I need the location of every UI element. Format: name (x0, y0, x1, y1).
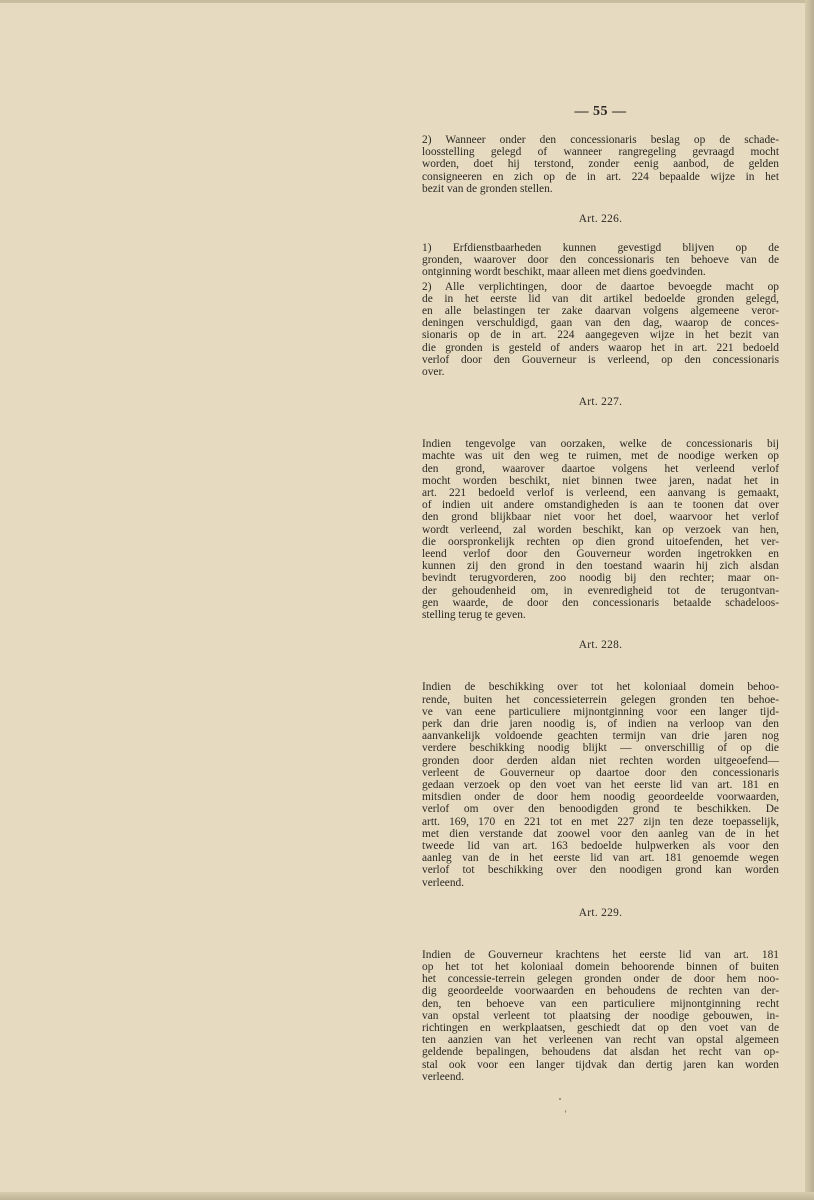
text-line: der gehoudenheid om, in evenredigheid tot de terugontvan- (422, 584, 779, 597)
paragraph (422, 281, 779, 379)
page-number: — 55 — (574, 104, 627, 119)
text-line: Indien tengevolge van oorzaken, welke de concessionaris bij (422, 438, 779, 451)
section-art-226 (422, 213, 779, 378)
text-line: stelling terug te geven. (422, 609, 526, 622)
text-line: bezit van de gronden stellen. (422, 182, 553, 195)
section-art-229 (422, 907, 779, 1083)
text-line: verdere beschikking noodig blijkt — onverschillig of op die (422, 742, 779, 755)
article-heading: Art. 229. (578, 906, 623, 919)
text-line: de in het eerste lid van dit artikel bedoelde gronden gelegd, (422, 292, 779, 305)
section-intro (422, 134, 779, 195)
scan-edge-bottom (0, 1192, 814, 1200)
paper-speck (559, 1098, 561, 1100)
text-line: die oorspronkelijk rechten op dien grond uitoefenden, het ver- (422, 535, 779, 548)
text-line: den grond blijkbaar niet voor het doel, waarvoor het verlof (422, 511, 779, 524)
text-line: of indien uit andere omstandigheden is aan te toonen dat over (422, 499, 779, 512)
text-line: mocht worden beschikt, niet binnen twee jaren, nadat het in (422, 474, 779, 487)
text-line: wordt verleend, zal worden beschikt, kan op verzoek van hen, (422, 523, 779, 536)
scan-edge-top (0, 0, 814, 3)
scan-edge-right (805, 0, 814, 1200)
text-line: geldende bepalingen, behoudens dat alsdan het recht van op- (422, 1046, 779, 1059)
section-art-227 (422, 396, 779, 621)
section-art-228 (422, 639, 779, 888)
text-line: perk dan drie jaren noodig is, of indien na verloop van den (422, 717, 779, 730)
text-line: verleend. (422, 1070, 465, 1083)
text-line: loosstelling gelegd of wanneer rangregeling gevraagd mocht (422, 146, 779, 159)
text-line: stal ook voor een langer tijdvak dan dertig jaren kan worden (422, 1058, 779, 1071)
text-line: verleend. (422, 876, 465, 889)
text-line: verlof om over den benoodigden grond te beschikken. De (422, 803, 779, 816)
text-line: 2) Wanneer onder den concessionaris beslag op de schade- (422, 134, 779, 146)
text-line: die gronden is gesteld of anders waarop het in art. 221 bedoeld (422, 341, 779, 354)
text-line: mitsdien onder de door hem noodig geoordeelde voorwaarden, (422, 791, 779, 804)
text-line: op het tot het koloniaal domein behoorende binnen of buiten (422, 960, 779, 973)
article-heading: Art. 226. (578, 213, 623, 226)
text-line: gronden door derden aldan niet rechten worden uitgeoefend— (422, 754, 779, 767)
page-text-column (422, 104, 779, 1083)
text-line: gedaan verzoek op den voet van het eerste lid van art. 181 en (422, 778, 779, 791)
article-heading: Art. 227. (578, 396, 623, 409)
paragraph (422, 949, 779, 1083)
text-line: kunnen zij den grond in den toestand waarin hij zich alsdan (422, 560, 779, 573)
text-line: Indien de Gouverneur krachtens het eerste lid van art. 181 (422, 948, 779, 961)
text-line: 2) Alle verplichtingen, door de daartoe bevoegde macht op (422, 280, 779, 293)
text-line: sionaris op de in art. 224 aangegeven wijze in het bezit van (422, 329, 779, 342)
text-line: ten aanzien van het verleenen van recht van opstal algemeen (422, 1034, 779, 1047)
text-line: over. (422, 366, 445, 379)
text-line: met dien verstande dat zoowel voor den aanleg van de in het (422, 827, 779, 840)
document-body (422, 134, 779, 1083)
text-line: rende, buiten het concessieterrein gelegen gronden ten behoe- (422, 693, 779, 706)
text-line: deningen verschuldigd, gaan van den dag, waarop de conces- (422, 317, 779, 330)
text-line: gen waarde, de door den concessionaris betaalde schadeloos- (422, 596, 779, 609)
paper-speck (565, 1110, 566, 1113)
paragraph (422, 134, 779, 195)
text-line: consigneeren en zich op de in art. 224 bepaalde wijze in het (422, 170, 779, 183)
paragraph (422, 242, 779, 279)
paragraph (422, 438, 779, 621)
text-line: den grond, waarover daartoe volgens het verleend verlof (422, 462, 779, 475)
paragraph (422, 681, 779, 888)
text-line: artt. 169, 170 en 221 tot en met 227 zijn ten deze toepasselijk, (422, 815, 779, 828)
text-line: tweede lid van art. 163 bedoelde hulpwerken als voor den (422, 839, 779, 852)
text-line: Indien de beschikking over tot het koloniaal domein behoo- (422, 681, 779, 694)
text-line: verlof tot beschikking over den noodigen grond kan worden (422, 864, 779, 877)
text-line: ve van eene particuliere mijnontginning voor een langer tijd- (422, 705, 779, 718)
text-line: gronden, waarover door den concessionaris ten behoeve van de (422, 254, 779, 267)
text-line: ontginning wordt beschikt, maar alleen met diens goedvinden. (422, 266, 706, 279)
text-line: richtingen en werkplaatsen, geschiedt dat op den voet van de (422, 1021, 779, 1034)
article-heading: Art. 228. (578, 639, 623, 652)
text-line: verlof door den Gouverneur is verleend, op den concessionaris (422, 353, 779, 366)
text-line: het concessie-terrein gelegen gronden onder de door hem noo- (422, 973, 779, 986)
text-line: van opstal verleent tot plaatsing der noodige gebouwen, in- (422, 1009, 779, 1022)
text-line: aanleg van de in het eerste lid van art. 181 genoemde wegen (422, 852, 779, 865)
text-line: 1) Erfdienstbaarheden kunnen gevestigd blijven op de (422, 242, 779, 255)
text-line: den, ten behoeve van een particuliere mijnontginning recht (422, 997, 779, 1010)
text-line: dig geoordeelde voorwaarden en behoudens de rechten van der- (422, 985, 779, 998)
text-line: art. 221 bedoeld verlof is verleend, een aanvang is gemaakt, (422, 487, 779, 500)
text-line: worden, doet hij terstond, zonder eenig aanbod, de gelden (422, 158, 779, 171)
text-line: machte was uit den weg te ruimen, met de noodige werken op (422, 450, 779, 463)
text-line: en alle belastingen ter zake daarvan volgens algemeene veror- (422, 305, 779, 318)
text-line: verleent de Gouverneur op daartoe door den concessionaris (422, 766, 779, 779)
text-line: leend verlof door den Gouverneur worden ingetrokken en (422, 548, 779, 561)
text-line: aanvankelijk voldoende geachten termijn van drie jaren nog (422, 730, 779, 743)
text-line: bevindt terugvorderen, zoo noodig bij den rechter; maar on- (422, 572, 779, 585)
